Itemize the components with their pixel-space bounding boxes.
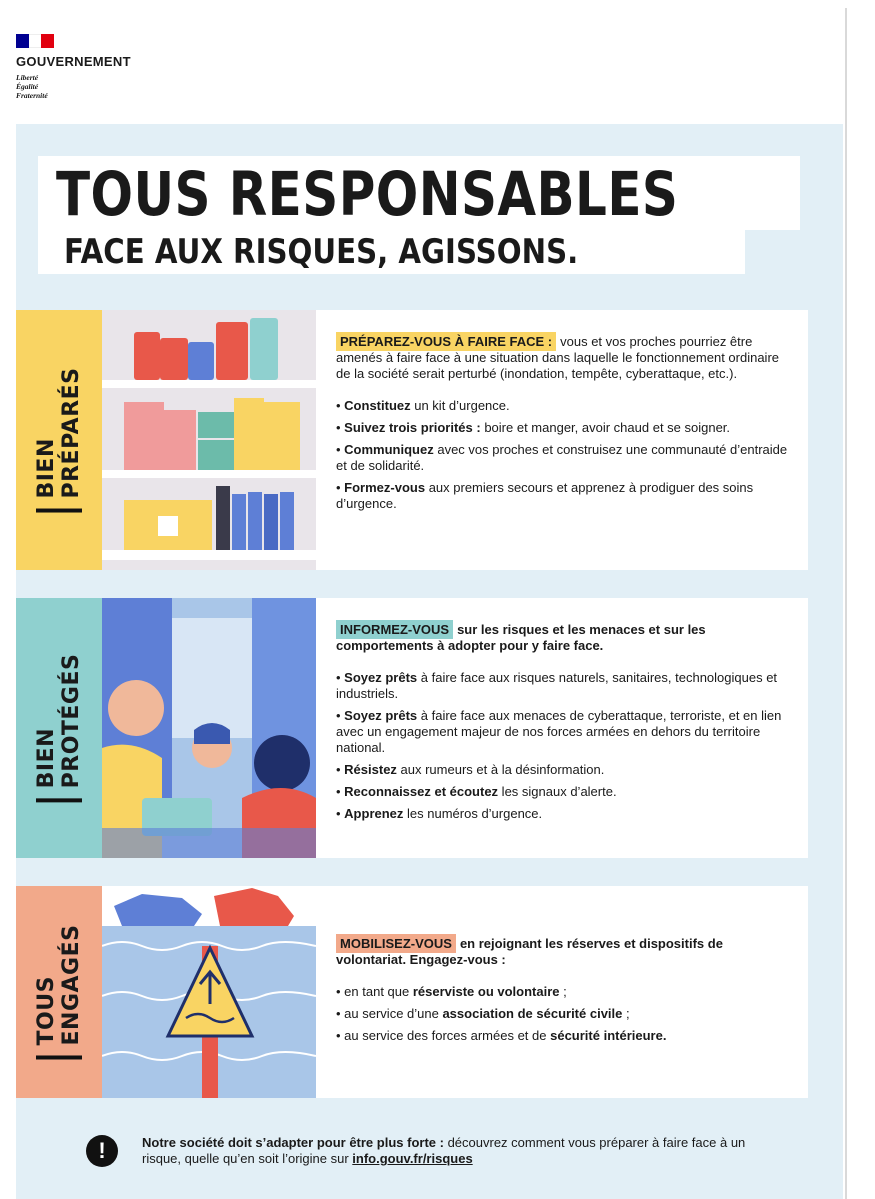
list-item: • Suivez trois priorités : boire et manger, avoir chaud et se soigner. [336, 420, 790, 436]
page-edge [845, 8, 847, 1199]
list-item: • Résistez aux rumeurs et à la désinformation. [336, 762, 790, 778]
section-label-engaged: TOUS ENGAGÉS [16, 886, 102, 1098]
list-item: • au service d’une association de sécurité civile ; [336, 1006, 790, 1022]
list-item: • Soyez prêts à faire face aux menaces de cyberattaque, terroriste, et en lien avec un engagement majeur de nos forces armées en dehors du territoire national. [336, 708, 790, 756]
section-prepared [16, 310, 808, 570]
french-flag-icon [16, 34, 54, 48]
section-text-prepared: PRÉPAREZ-VOUS À FAIRE FACE : vous et vos proches pourriez être amenés à faire face à une situation dans laquelle le fonctionnement ordinaire de la société serait perturbé (inondation, tempête, cyberattaque, etc.). • Constituez un kit d’urgence. • Suivez trois priorités : boire et manger, avoir chaud et se soigner. • Communiquez avec vos proches et construisez une communauté d’entraide et de solidarité. • Formez-vous aux premiers secours et apprenez à prodiguer des soins d’urgence. [336, 334, 790, 518]
list-item: • Soyez prêts à faire face aux risques naturels, sanitaires, technologiques et industriels. [336, 670, 790, 702]
bottom-note: Notre société doit s’adapter pour être plus forte : découvrez comment vous préparer à faire face à un risque, quelle qu’en soit l’origine sur info.gouv.fr/risques [142, 1135, 746, 1166]
government-logo [16, 34, 131, 100]
list-item: • en tant que réserviste ou volontaire ; [336, 984, 790, 1000]
gov-name: GOUVERNEMENT [16, 54, 131, 69]
list-item: • Reconnaissez et écoutez les signaux d’alerte. [336, 784, 790, 800]
main-title: TOUS RESPONSABLES [56, 159, 679, 230]
list-item: • Constituez un kit d’urgence. [336, 398, 790, 414]
list-item: • Formez-vous aux premiers secours et apprenez à prodiguer des soins d’urgence. [336, 480, 790, 512]
risks-link[interactable]: info.gouv.fr/risques [352, 1151, 473, 1166]
section-protected [16, 598, 808, 858]
list-item: • Communiquez avec vos proches et construisez une communauté d’entraide et de solidarité. [336, 442, 790, 474]
tag-prepared: PRÉPAREZ-VOUS À FAIRE FACE : [336, 332, 556, 351]
section-label-prepared: BIEN PRÉPARÉS [16, 310, 102, 570]
tag-engaged: MOBILISEZ-VOUS [336, 934, 456, 953]
family-radio-illustration [102, 598, 316, 858]
tag-protected: INFORMEZ-VOUS [336, 620, 453, 639]
list-item: • au service des forces armées et de sécurité intérieure. [336, 1028, 790, 1044]
flood-warning-illustration [102, 886, 316, 1098]
exclamation-icon: ! [86, 1135, 118, 1167]
shelves-illustration [102, 310, 316, 570]
main-subtitle: FACE AUX RISQUES, AGISSONS. [64, 232, 579, 272]
section-text-protected: INFORMEZ-VOUS sur les risques et les menaces et sur les comportements à adopter pour y faire face. • Soyez prêts à faire face aux risques naturels, sanitaires, technologiques et industriels. • Soyez prêts à faire face aux menaces de cyberattaque, terroriste, et en lien avec un engagement majeur de nos forces armées en dehors du territoire national. • Résistez aux rumeurs et à la désinformation. • Reconnaissez et écoutez les signaux d’alerte. • Apprenez les numéros d’urgence. [336, 622, 790, 828]
section-text-engaged: MOBILISEZ-VOUS en rejoignant les réserves et dispositifs de volontariat. Engagez-vous : • en tant que réserviste ou volontaire ; • au service d’une association de sécurité civile ; • au service des forces armées et de sécurité intérieure. [336, 936, 790, 1050]
motto: Liberté Égalité Fraternité [16, 73, 48, 100]
section-label-protected: BIEN PROTÉGÉS [16, 598, 102, 858]
list-item: • Apprenez les numéros d’urgence. [336, 806, 790, 822]
section-engaged [16, 886, 808, 1098]
